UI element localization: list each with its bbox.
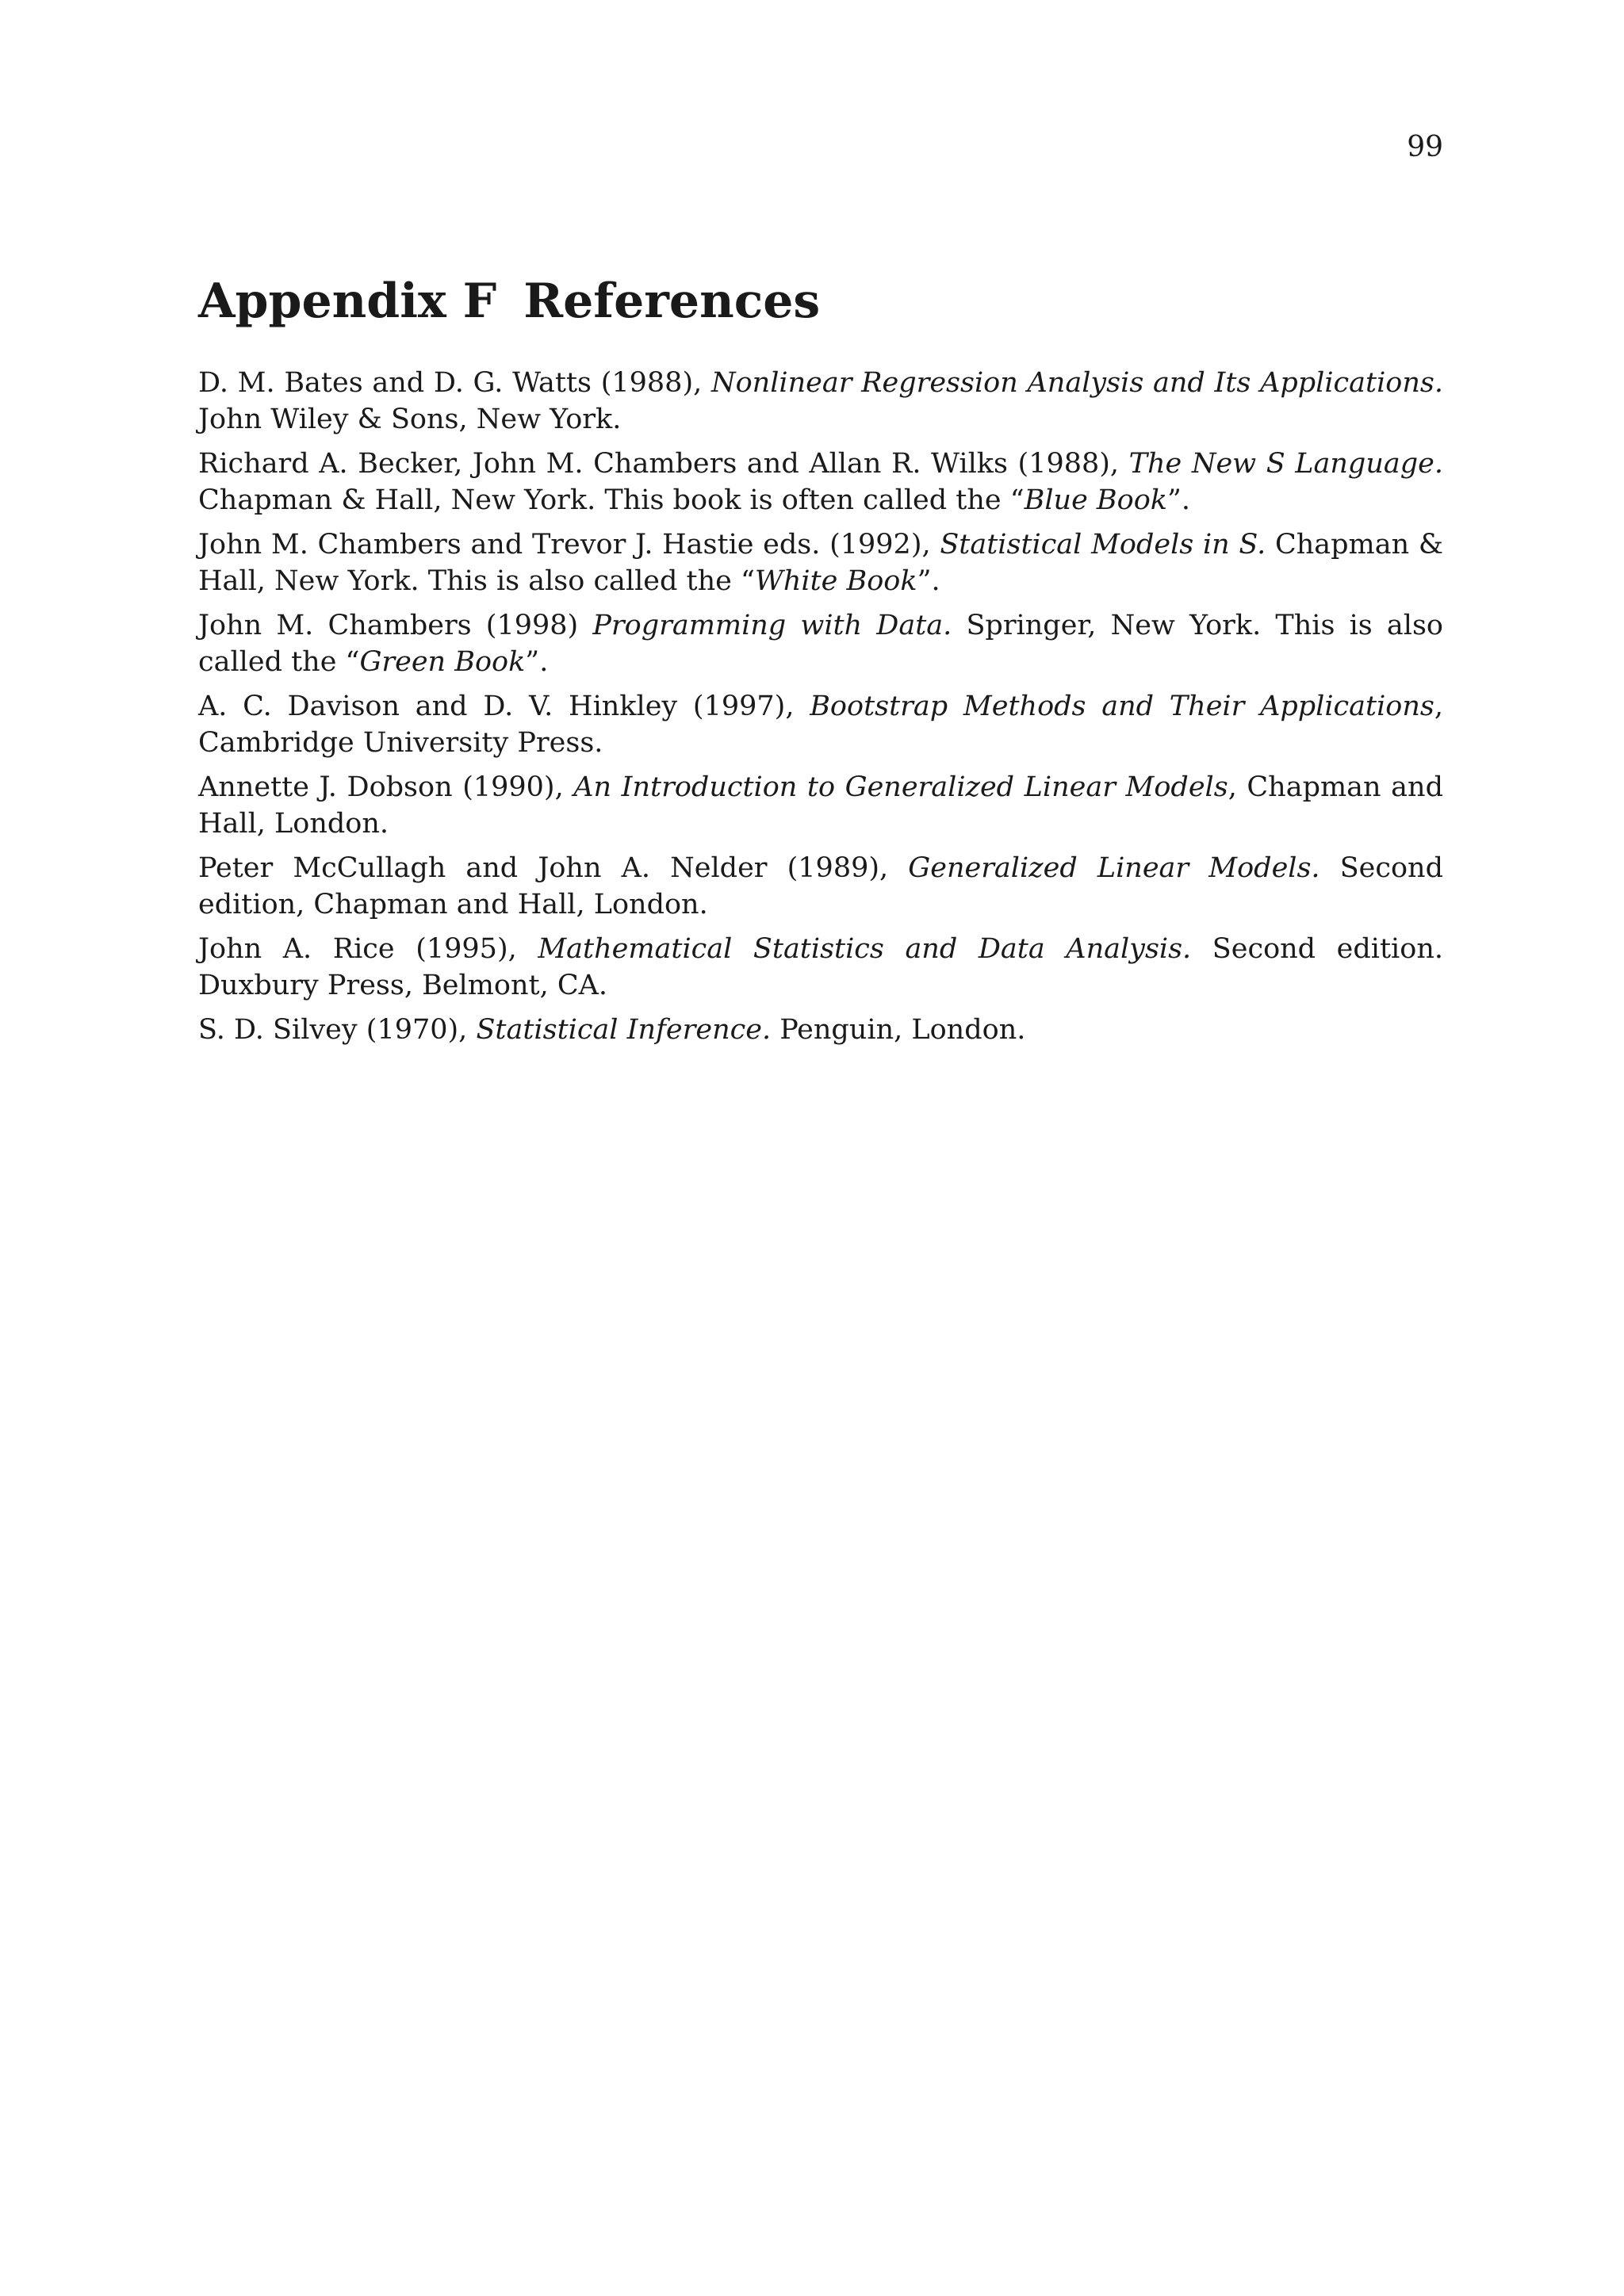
reference-item-silvey: S. D. Silvey (1970), Statistical Inference. Penguin, London.: [198, 1014, 1026, 1046]
reference-item-rice: John A. Rice (1995), Mathematical Statistics and Data Analysis. Second edition. Duxbury Press, Belmont, CA.: [198, 933, 1443, 1001]
reference-item-bates-watts: D. M. Bates and D. G. Watts (1988), Nonlinear Regression Analysis and Its Applications. John Wiley & Sons, New York.: [198, 367, 1443, 435]
reference-title: Statistical Inference.: [476, 1014, 772, 1046]
reference-title: An Introduction to Generalized Linear Models: [573, 771, 1228, 803]
appendix-label: Appendix F: [198, 274, 497, 329]
reference-item-becker-chambers-wilks: Richard A. Becker, John M. Chambers and Allan R. Wilks (1988), The New S Language. Chapman & Hall, New York. This book is often called the “Blue Book”.: [198, 448, 1443, 516]
reference-title: Nonlinear Regression Analysis and Its Applications.: [710, 367, 1443, 399]
reference-item-mccullagh-nelder: Peter McCullagh and John A. Nelder (1989), Generalized Linear Models. Second edition, Chapman and Hall, London.: [198, 852, 1444, 920]
page-number: 99: [1407, 131, 1443, 163]
reference-item-davison-hinkley: A. C. Davison and D. V. Hinkley (1997), Bootstrap Methods and Their Applications, Cambridge University Press.: [198, 691, 1443, 759]
appendix-heading: [198, 271, 820, 331]
reference-nickname: White Book: [754, 565, 917, 597]
appendix-title: References: [523, 274, 821, 329]
reference-nickname: Green Book: [359, 646, 526, 678]
reference-item-chambers-hastie: John M. Chambers and Trevor J. Hastie eds. (1992), Statistical Models in S. Chapman & Hall, New York. This is also called the “White Book”.: [198, 529, 1443, 597]
reference-title: Statistical Models in S.: [940, 529, 1266, 561]
reference-item-chambers: John M. Chambers (1998) Programming with Data. Springer, New York. This is also called the “Green Book”.: [198, 610, 1443, 678]
reference-item-dobson: Annette J. Dobson (1990), An Introduction to Generalized Linear Models, Chapman and Hall, London.: [198, 771, 1443, 840]
reference-title: Bootstrap Methods and Their Applications: [810, 691, 1434, 722]
reference-title: Programming with Data.: [592, 610, 952, 641]
reference-title: The New S Language.: [1128, 448, 1443, 480]
reference-title: Mathematical Statistics and Data Analysis.: [538, 933, 1192, 965]
reference-title: Generalized Linear Models.: [908, 852, 1320, 884]
reference-list: [198, 365, 1443, 1056]
reference-nickname: Blue Book: [1024, 484, 1167, 516]
